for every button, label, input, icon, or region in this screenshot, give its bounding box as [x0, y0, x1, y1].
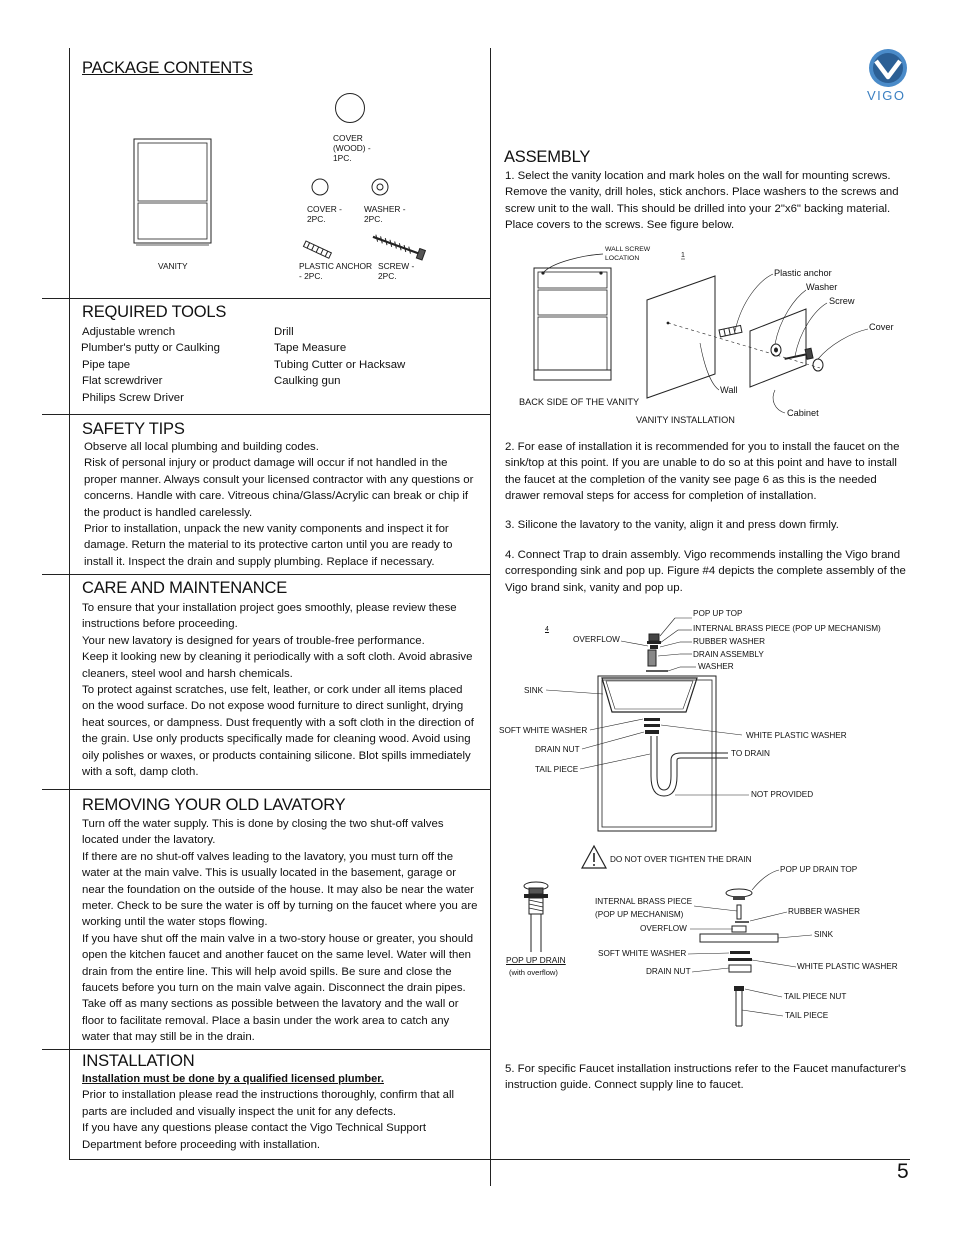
- safety-tips-heading: SAFETY TIPS: [82, 420, 185, 438]
- tool-item: Caulking gun: [274, 375, 341, 388]
- page-number: 5: [897, 1160, 909, 1183]
- vanity-installation-caption: VANITY INSTALLATION: [636, 415, 735, 425]
- paragraph: To protect against scratches, use felt, leather, or cork under all items placed on the wood surface. Do not expose wood furniture to direct sunlight, drying heat sources, or dampness. Dust frequently with a soft cloth in the direction of the grain. Use only products specifically made for cleaning wood. Avoid using oily polishes or waxes, or products containing silicone. Blot spills immediately with a soft, damp cloth.: [82, 684, 474, 779]
- drain-nut-label: DRAIN NUT: [535, 745, 580, 754]
- not-provided-label: NOT PROVIDED: [751, 790, 814, 799]
- paragraph: Prior to installation please read the instructions thoroughly, confirm that all parts are included and visually inspect the unit for any defects.: [82, 1089, 455, 1118]
- cabinet-label: Cabinet: [787, 408, 819, 418]
- screw-label: Screw: [829, 296, 855, 306]
- assembly-step-1: 1. Select the vanity location and mark holes on the wall for mounting screws. Remove the vanity, drill holes, stick anchors. Place washers to the screws and screw unit to the wall. This should be drilled into your 2"x6" backing material. Place covers to the screws. See figure below.: [505, 170, 899, 232]
- overflow-label: OVERFLOW: [640, 924, 687, 933]
- white-plastic-washer-label: WHITE PLASTIC WASHER: [746, 731, 847, 740]
- pop-up-top-label: POP UP TOP: [693, 609, 743, 618]
- pop-up-drain-top-label: POP UP DRAIN TOP: [780, 865, 858, 874]
- tool-item: Tape Measure: [274, 342, 347, 355]
- tool-item: Plumber's putty or Caulking: [81, 342, 220, 355]
- to-drain-label: TO DRAIN: [731, 749, 770, 758]
- tail-piece-label: TAIL PIECE: [785, 1011, 829, 1020]
- paragraph: Prior to installation, unpack the new vanity components and inspect it for damage. Return the material to its protective carton until you are ready to install it. Inspect the drain and supply plumbing. Replace if necessary.: [84, 523, 453, 568]
- brand-name: VIGO: [867, 88, 906, 103]
- with-overflow-label: (with overflow): [509, 968, 558, 977]
- rubber-washer-label: RUBBER WASHER: [693, 637, 766, 646]
- anchor-label: PLASTIC ANCHOR - 2PC.: [299, 261, 373, 281]
- tail-piece-nut-label: TAIL PIECE NUT: [784, 992, 847, 1001]
- paragraph: Keep it looking new by cleaning it periodically with a soft cloth. Avoid abrasive cleaners, steel wool and harsh chemicals.: [82, 651, 473, 680]
- paragraph: Observe all local plumbing and building codes.: [84, 441, 319, 453]
- brass-piece-label: INTERNAL BRASS PIECE (POP UP MECHANISM): [693, 624, 881, 633]
- internal-brass-label: INTERNAL BRASS PIECE (POP UP MECHANISM): [595, 897, 693, 919]
- tool-item: Flat screwdriver: [82, 375, 163, 388]
- assembly-step-5: 5. For specific Faucet installation instructions refer to the Faucet manufacturer's instruction guide. Connect supply line to faucet.: [505, 1063, 907, 1092]
- tool-item: Drill: [274, 326, 294, 338]
- package-contents-heading: PACKAGE CONTENTS: [82, 59, 253, 77]
- cover-label: COVER - 2PC.: [307, 204, 342, 224]
- tool-item: Tubing Cutter or Hacksaw: [274, 358, 406, 371]
- drain-nut-label: DRAIN NUT: [646, 967, 691, 976]
- figure-4-number: 4: [545, 626, 549, 633]
- paragraph: To ensure that your installation project goes smoothly, please review these instructions before proceeding.: [82, 602, 457, 631]
- tool-item: Adjustable wrench: [82, 326, 176, 338]
- rubber-washer-label: RUBBER WASHER: [788, 907, 861, 916]
- white-plastic-washer-label: WHITE PLASTIC WASHER: [797, 962, 898, 971]
- washer-label: Washer: [806, 282, 838, 292]
- paragraph: Turn off the water supply. This is done by closing the two shut-off valves located under the lavatory.: [82, 818, 444, 847]
- wall-label: Wall: [720, 385, 738, 395]
- installation-heading: INSTALLATION: [82, 1052, 195, 1070]
- removing-heading: REMOVING YOUR OLD LAVATORY: [82, 796, 346, 814]
- do-not-over-tighten-label: DO NOT OVER TIGHTEN THE DRAIN: [610, 855, 752, 864]
- pop-up-drain-label: POP UP DRAIN: [506, 955, 566, 965]
- figure-1-number: 1: [681, 252, 685, 259]
- screw-label: SCREW - 2PC.: [378, 261, 415, 281]
- assembly-heading: ASSEMBLY: [504, 148, 591, 166]
- washer-label: WASHER - 2PC.: [364, 204, 406, 224]
- assembly-step-3: 3. Silicone the lavatory to the vanity, align it and press down firmly.: [505, 519, 839, 531]
- soft-white-washer-label: SOFT WHITE WASHER: [598, 949, 687, 958]
- drain-assembly-label: DRAIN ASSEMBLY: [693, 650, 764, 659]
- assembly-step-4: 4. Connect Trap to drain assembly. Vigo recommends installing the Vigo brand corresponding sink and pop up. Figure #4 depicts the complete assembly of the Vigo brand sink, vanity and pop up.: [505, 549, 906, 594]
- tool-item: Philips Screw Driver: [82, 391, 184, 404]
- back-side-label: BACK SIDE OF THE VANITY: [519, 397, 640, 407]
- paragraph: If there are no shut-off valves leading to the lavatory, you must turn off the water at the main valve. This is usually located in the basement, garage or near the foundation on the outside of the house. It may also be near the water meter. Check to be sure the water is off by turning on the faucet where you are working until the water stops flowing.: [82, 850, 478, 929]
- cover-label: Cover: [869, 322, 894, 332]
- paragraph: Risk of personal injury or product damage will occur if not handled in the proper manner. Always consult your licensed contractor with any questions or concerns. Handle with care. Vitreous china/Glass/Acrylic can break or chip if the product is handled carelessly.: [84, 457, 474, 519]
- paragraph: If you have any questions please contact the Vigo Technical Support Department before proceeding with installation.: [82, 1122, 427, 1151]
- washer-label: WASHER: [698, 662, 734, 671]
- installation-warning: Installation must be done by a qualified licensed plumber.: [82, 1073, 384, 1085]
- vanity-label: VANITY: [158, 261, 188, 271]
- plastic-anchor-label: Plastic anchor: [774, 268, 832, 278]
- paragraph: Your new lavatory is designed for years of trouble-free performance.: [82, 634, 425, 647]
- paragraph: If you have shut off the main valve in a two-story house or greater, you should open the kitchen faucet and another faucet on the same level. Water will then drain from the entire line. This will help avoid spills. Be sure and close the faucets before you turn on the main valve again. Disconnect the drain pipes.: [82, 932, 474, 995]
- wall-screw-location-label: WALL SCREW LOCATION: [605, 246, 651, 262]
- sink-label: SINK: [524, 686, 544, 695]
- required-tools-heading: REQUIRED TOOLS: [82, 303, 227, 321]
- overflow-label: OVERFLOW: [573, 635, 620, 644]
- tail-piece-label: TAIL PIECE: [535, 765, 579, 774]
- care-heading: CARE AND MAINTENANCE: [82, 579, 288, 597]
- tool-item: Pipe tape: [82, 358, 131, 371]
- paragraph: Take off as many sections as possible between the lavatory and the wall or floor to facilitate removal. Place a basin under the work area to catch any water that may still be in the drain.: [82, 998, 459, 1044]
- sink-label: SINK: [814, 930, 834, 939]
- cover-wood-label: COVER (WOOD) - 1PC.: [333, 133, 371, 163]
- assembly-step-2: 2. For ease of installation it is recommended for you to install the faucet on the sink/top at this point. If you are unable to do so at this point and have to install the faucet at the completion of the vanity see page 6 as this is the needed drawer removal steps for access for completion of installation.: [505, 441, 900, 503]
- soft-white-washer-label: SOFT WHITE WASHER: [499, 726, 588, 735]
